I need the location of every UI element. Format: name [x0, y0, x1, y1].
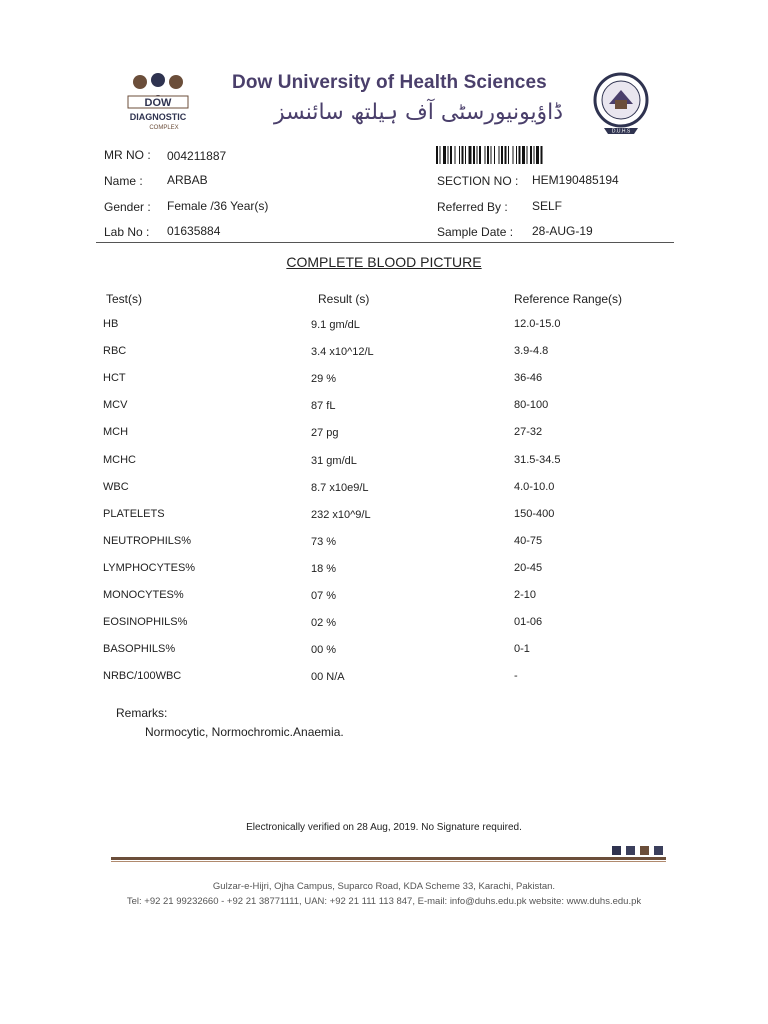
row-range: 2-10 — [514, 589, 537, 601]
row-range: 31.5-34.5 — [514, 454, 561, 466]
square — [612, 846, 621, 855]
university-name-urdu: ڈاؤیونیورسٹی آف ہیلتھ سائنسز — [274, 100, 564, 125]
header-divider — [96, 242, 674, 243]
barcode-bar — [508, 146, 509, 164]
sample-date-value: 28-AUG-19 — [532, 224, 593, 238]
barcode-bar — [494, 146, 495, 164]
barcode-bar — [513, 146, 514, 164]
barcode-bar — [487, 146, 489, 164]
row-test: RBC — [103, 345, 127, 357]
row-range: 0-1 — [514, 643, 530, 655]
row-result: 27 pg — [311, 427, 339, 439]
barcode-bar — [530, 146, 532, 164]
barcode-bar — [479, 146, 481, 164]
barcode-bar — [541, 146, 543, 164]
row-result: 9.1 gm/dL — [311, 319, 360, 331]
row-range: 3.9-4.8 — [514, 345, 549, 357]
barcode-bar — [491, 146, 492, 164]
row-test: MCV — [103, 399, 128, 411]
barcode-bar — [469, 146, 472, 164]
barcode-bar — [527, 146, 528, 164]
barcode-bar — [462, 146, 464, 164]
row-test: NEUTROPHILS% — [103, 535, 192, 547]
row-result: 31 gm/dL — [311, 455, 357, 467]
row-range: - — [514, 670, 518, 682]
row-range: 12.0-15.0 — [514, 318, 561, 330]
row-result: 3.4 x10^12/L — [311, 346, 374, 358]
footer-contact: Tel: +92 21 99232660 - +92 21 38771111, UAN: +92 21 111 113 847, E-mail: info@duhs.edu.pk website: www.duhs.edu.pk — [126, 896, 642, 907]
barcode-bar — [436, 146, 438, 164]
row-test: HCT — [103, 372, 126, 384]
row-result: 73 % — [311, 536, 337, 548]
name-label: Name : — [104, 174, 143, 188]
row-test: MCH — [103, 426, 129, 438]
sample-date-label: Sample Date : — [437, 225, 514, 239]
barcode-bar — [499, 146, 500, 164]
barcode-bar — [440, 146, 441, 164]
barcode-bar — [516, 146, 517, 164]
square — [626, 846, 635, 855]
row-range: 01-06 — [514, 616, 543, 628]
lab-no-value: 01635884 — [167, 224, 221, 238]
row-test: BASOPHILS% — [103, 643, 176, 655]
row-result: 18 % — [311, 563, 337, 575]
row-result: 232 x10^9/L — [311, 509, 371, 521]
gender-label: Gender : — [104, 200, 151, 214]
remarks-label: Remarks: — [116, 706, 168, 720]
barcode-bar — [459, 146, 460, 164]
row-test: MCHC — [103, 454, 136, 466]
square — [654, 846, 663, 855]
row-range: 36-46 — [514, 372, 543, 384]
row-range: 150-400 — [514, 508, 555, 520]
name-value: ARBAB — [167, 173, 208, 187]
col-header-test: Test(s) — [106, 292, 142, 306]
barcode-bar — [455, 146, 456, 164]
row-result: 00 N/A — [311, 671, 345, 683]
row-test: EOSINOPHILS% — [103, 616, 188, 628]
barcode-bar — [473, 146, 475, 164]
section-no-value: HEM190485194 — [532, 173, 619, 187]
row-result: 87 fL — [311, 400, 336, 412]
barcode-bar — [485, 146, 486, 164]
row-result: 8.7 x10e9/L — [311, 482, 369, 494]
remarks-value: Normocytic, Normochromic.Anaemia. — [145, 725, 344, 739]
row-range: 4.0-10.0 — [514, 481, 555, 493]
barcode-bar — [501, 146, 503, 164]
mr-no-label: MR NO : — [104, 148, 151, 162]
seal-text: D.U.H.S — [611, 128, 631, 135]
dow-diagnostic-logo — [118, 70, 198, 136]
referred-by-value: SELF — [532, 199, 563, 213]
row-range: 40-75 — [514, 535, 543, 547]
logo-line2: DIAGNOSTIC — [129, 112, 187, 122]
logo-line1: DOW — [144, 97, 172, 109]
duhs-seal-logo — [582, 70, 660, 136]
row-result: 00 % — [311, 644, 337, 656]
barcode-bar — [505, 146, 507, 164]
lab-no-label: Lab No : — [104, 225, 150, 239]
col-header-reference: Reference Range(s) — [514, 292, 623, 306]
row-result: 29 % — [311, 373, 337, 385]
barcode-bar — [450, 146, 452, 164]
report-title — [0, 254, 768, 270]
row-range: 20-45 — [514, 562, 543, 574]
footer-rule-thin — [111, 861, 666, 862]
barcode-bar — [536, 146, 539, 164]
barcode-bar — [465, 146, 466, 164]
barcode-bar — [519, 146, 521, 164]
logo-line3: COMPLEX — [149, 125, 179, 131]
row-range: 27-32 — [514, 426, 543, 438]
row-result: 07 % — [311, 590, 337, 602]
report-title-text: COMPLETE BLOOD PICTURE — [286, 254, 482, 270]
barcode-bar — [443, 146, 446, 164]
row-test: WBC — [103, 481, 129, 493]
barcode — [436, 146, 636, 164]
barcode-bar — [522, 146, 525, 164]
row-test: HB — [103, 318, 119, 330]
footer-rule — [111, 857, 666, 860]
barcode-bar — [477, 146, 478, 164]
row-test: LYMPHOCYTES% — [103, 562, 196, 574]
row-test: NRBC/100WBC — [103, 670, 182, 682]
row-test: PLATELETS — [103, 508, 165, 520]
referred-by-label: Referred By : — [437, 200, 508, 214]
mr-no-value: 004211887 — [167, 149, 227, 163]
square — [640, 846, 649, 855]
col-header-result: Result (s) — [318, 292, 370, 306]
row-range: 80-100 — [514, 399, 549, 411]
gender-value: Female /36 Year(s) — [167, 199, 269, 213]
section-no-label: SECTION NO : — [437, 174, 519, 188]
barcode-bar — [534, 146, 535, 164]
row-result: 02 % — [311, 617, 337, 629]
footer-address: Gulzar-e-Hijri, Ojha Campus, Suparco Road, KDA Scheme 33, Karachi, Pakistan. — [212, 881, 556, 892]
barcode-bar — [448, 146, 449, 164]
university-name: Dow University of Health Sciences — [232, 72, 547, 93]
row-test: MONOCYTES% — [103, 589, 184, 601]
verification-note: Electronically verified on 28 Aug, 2019. No Signature required. — [246, 822, 522, 833]
